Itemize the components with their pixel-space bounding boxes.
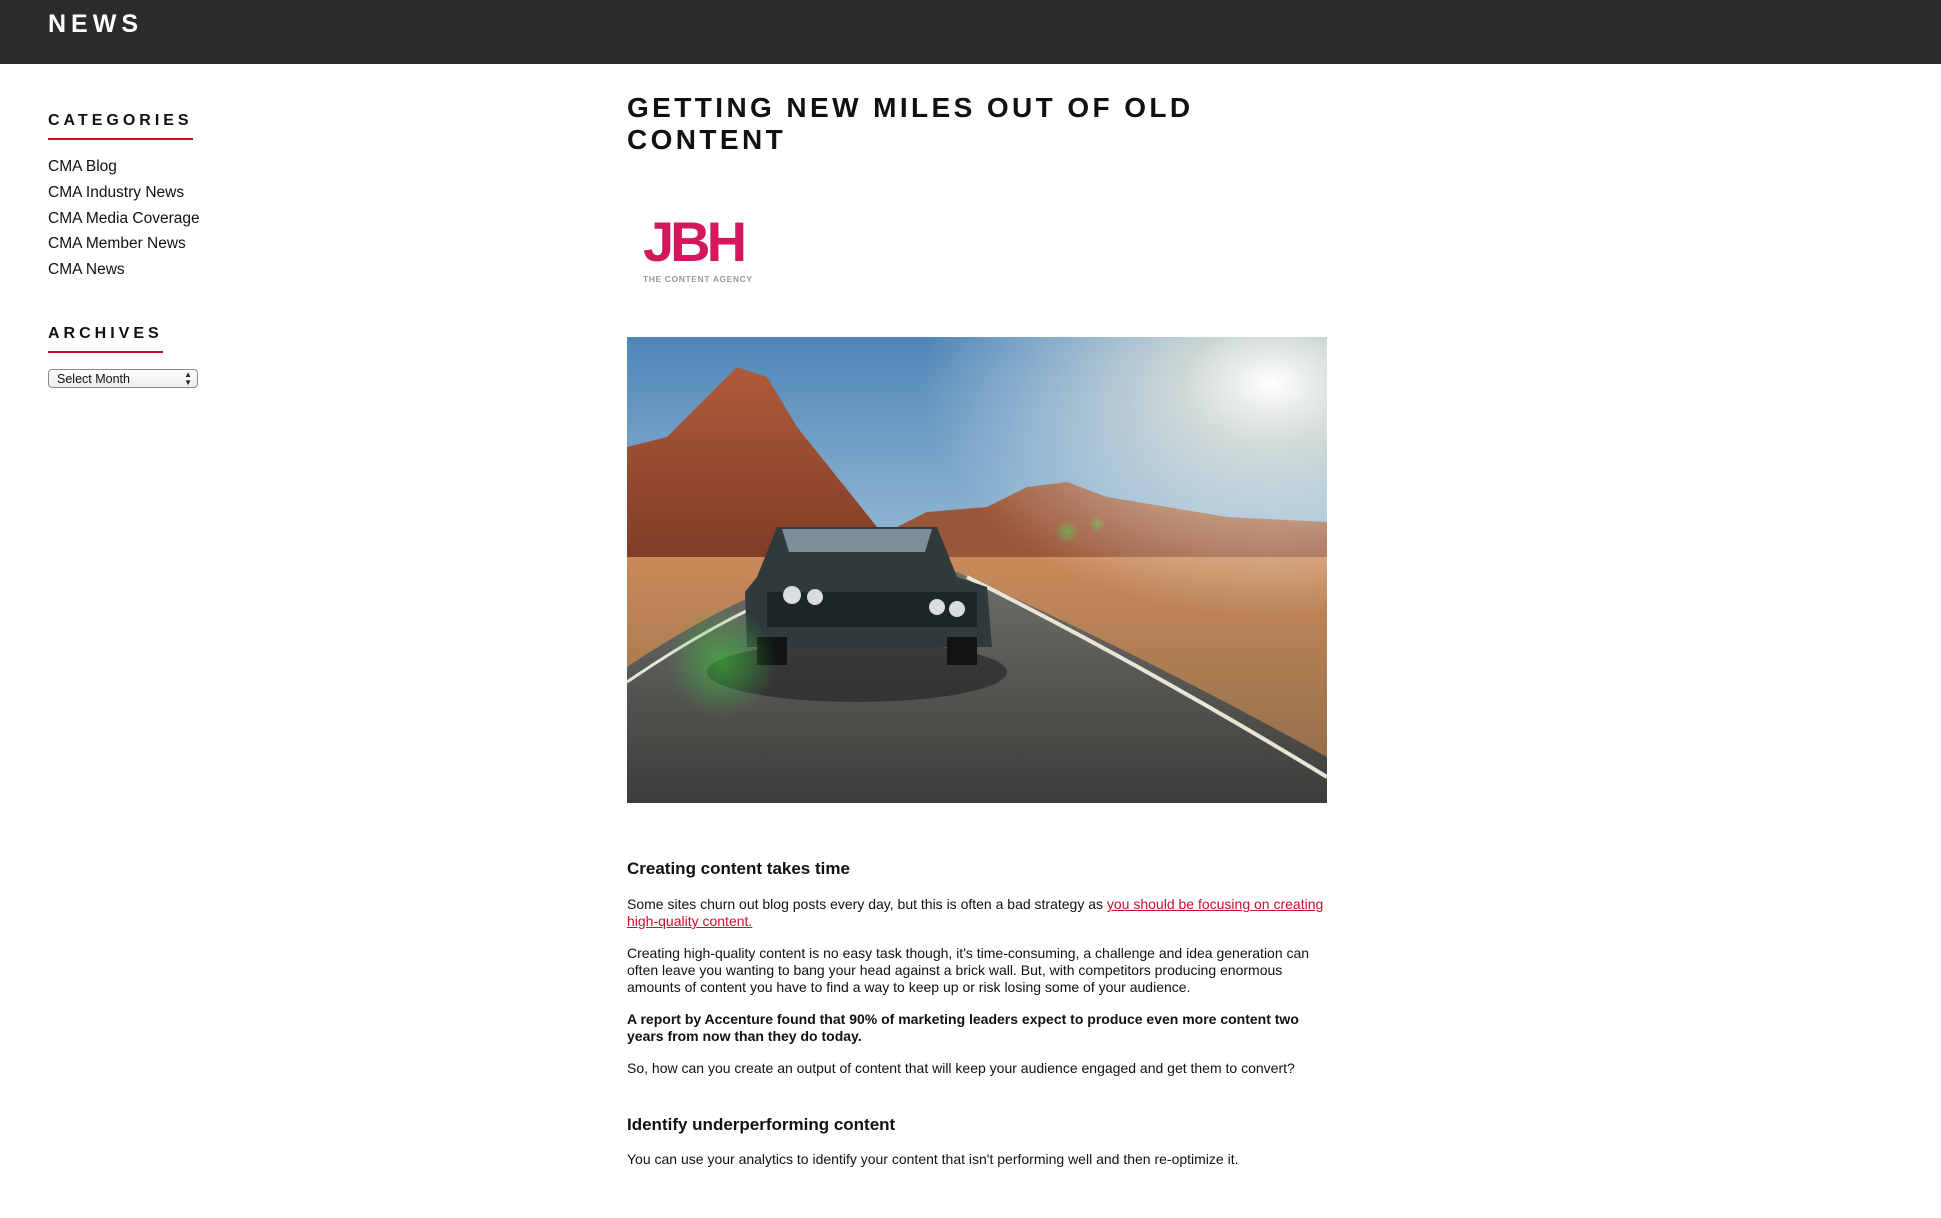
top-bar <box>0 0 1941 64</box>
hero-image-illustration <box>627 337 1327 803</box>
high-quality-content-link[interactable]: you should be focusing on creating high-quality content. <box>627 896 1324 929</box>
category-link-cma-industry-news[interactable]: CMA Industry News <box>48 183 185 201</box>
paragraph-3-accenture-report: A report by Accenture found that 90% of marketing leaders expect to produce even more content two years from now than they do today. <box>627 1011 1299 1044</box>
archives-month-select[interactable] <box>48 369 198 388</box>
jbh-logo <box>643 210 763 286</box>
paragraph-1 <box>627 896 1327 930</box>
categories-heading: CATEGORIES <box>48 112 193 140</box>
post-title: GETTING NEW MILES OUT OF OLD CONTENT <box>627 92 1194 155</box>
article-body <box>627 859 1327 1168</box>
hero-image <box>627 337 1327 803</box>
logo-tagline: THE CONTENT AGENCY <box>643 274 753 284</box>
category-link-cma-media-coverage[interactable]: CMA Media Coverage <box>48 209 200 227</box>
category-link-cma-member-news[interactable]: CMA Member News <box>48 235 186 253</box>
category-link-cma-news[interactable]: CMA News <box>48 261 125 279</box>
paragraph-4: So, how can you create an output of content that will keep your audience engaged and get them to convert? <box>627 1060 1295 1076</box>
archives-select-value: Select Month <box>57 371 130 386</box>
select-arrows-icon: ▲ ▼ <box>184 369 192 387</box>
logo-mark: JBH <box>643 210 744 273</box>
category-link-cma-blog[interactable]: CMA Blog <box>48 158 117 175</box>
categories-list <box>48 154 308 283</box>
section-heading-identify-underperforming: Identify underperforming content <box>627 1115 896 1134</box>
paragraph-1-text: Some sites churn out blog posts every day, but this is often a bad strategy as <box>627 896 1107 912</box>
sidebar <box>48 112 308 388</box>
site-brand[interactable]: NEWS <box>48 10 143 38</box>
section-heading-creating-content: Creating content takes time <box>627 859 850 878</box>
archives-heading: ARCHIVES <box>48 325 163 353</box>
paragraph-2: Creating high-quality content is no easy task though, it's time-consuming, a challenge and idea generation can often leave you wanting to bang your head against a brick wall. But, with competitors producing enormous amounts of content you have to find a way to keep up or risk losing some of your audience. <box>627 945 1310 995</box>
main-content <box>627 92 1327 1168</box>
archives-section <box>48 325 308 388</box>
paragraph-5: You can use your analytics to identify your content that isn't performing well and then re-optimize it. <box>627 1151 1239 1167</box>
